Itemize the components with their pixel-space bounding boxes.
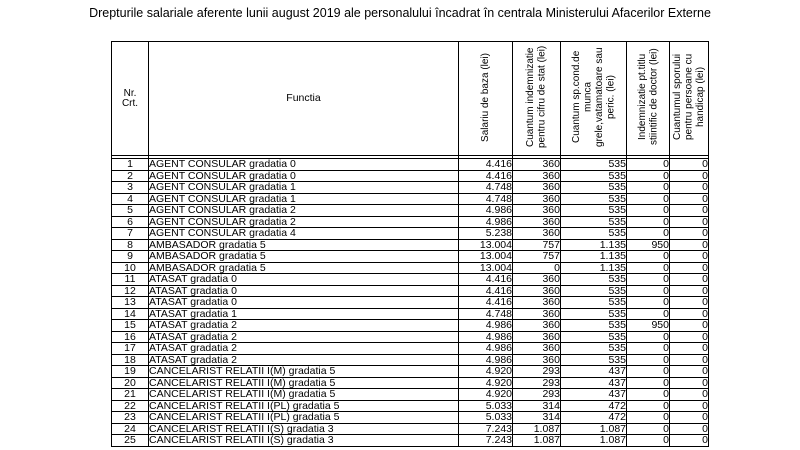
nr-cell: 24 — [112, 423, 149, 435]
handicap-cell: 0 — [670, 170, 709, 182]
salariu-cell: 4.416 — [459, 170, 513, 182]
indemnizatie-cell: 360 — [513, 216, 561, 228]
sporuri-cell: 472 — [561, 412, 627, 424]
table-row — [112, 400, 709, 412]
nr-cell: 6 — [112, 216, 149, 228]
page-title: Drepturile salariale aferente lunii august 2019 ale personalului încadrat în centrala Ministerului Afacerilor Externe — [89, 6, 711, 20]
doctor-cell: 950 — [627, 320, 670, 332]
sporuri-cell: 535 — [561, 308, 627, 320]
doctor-cell: 0 — [627, 435, 670, 447]
nr-cell: 2 — [112, 170, 149, 182]
functia-cell: ATASAT gradatia 2 — [149, 331, 459, 343]
functia-cell: CANCELARIST RELATII I(S) gradatia 3 — [149, 435, 459, 447]
doctor-cell: 0 — [627, 170, 670, 182]
sporuri-cell: 1.135 — [561, 251, 627, 263]
salariu-cell: 7.243 — [459, 435, 513, 447]
header-doctor-label: Indemnizatie pt.titlu stiintific de doctor (lei) — [636, 48, 659, 146]
handicap-cell: 0 — [670, 193, 709, 205]
nr-cell: 15 — [112, 320, 149, 332]
doctor-cell: 0 — [627, 262, 670, 274]
header-salariu-label: Salariu de baza (lei) — [479, 52, 491, 142]
nr-cell: 21 — [112, 389, 149, 401]
handicap-cell: 0 — [670, 400, 709, 412]
nr-cell: 20 — [112, 377, 149, 389]
nr-cell: 23 — [112, 412, 149, 424]
indemnizatie-cell: 360 — [513, 354, 561, 366]
indemnizatie-cell: 314 — [513, 412, 561, 424]
sporuri-cell: 535 — [561, 285, 627, 297]
indemnizatie-cell: 293 — [513, 366, 561, 378]
nr-cell: 9 — [112, 251, 149, 263]
handicap-cell: 0 — [670, 262, 709, 274]
functia-cell: AGENT CONSULAR gradatia 0 — [149, 170, 459, 182]
salariu-cell: 13.004 — [459, 239, 513, 251]
handicap-cell: 0 — [670, 343, 709, 355]
doctor-cell: 0 — [627, 193, 670, 205]
indemnizatie-cell: 360 — [513, 308, 561, 320]
sporuri-cell: 1.135 — [561, 239, 627, 251]
salariu-cell: 4.986 — [459, 331, 513, 343]
nr-cell: 10 — [112, 262, 149, 274]
handicap-cell: 0 — [670, 239, 709, 251]
salariu-cell: 7.243 — [459, 423, 513, 435]
doctor-cell: 0 — [627, 354, 670, 366]
doctor-cell: 0 — [627, 274, 670, 286]
table-row — [112, 216, 709, 228]
sporuri-cell: 535 — [561, 274, 627, 286]
sporuri-cell: 535 — [561, 228, 627, 240]
indemnizatie-cell: 360 — [513, 285, 561, 297]
table-row — [112, 331, 709, 343]
salariu-cell: 4.748 — [459, 193, 513, 205]
handicap-cell: 0 — [670, 377, 709, 389]
functia-cell: ATASAT gradatia 2 — [149, 320, 459, 332]
handicap-cell: 0 — [670, 366, 709, 378]
doctor-cell: 0 — [627, 366, 670, 378]
handicap-cell: 0 — [670, 308, 709, 320]
doctor-cell: 0 — [627, 159, 670, 171]
handicap-cell: 0 — [670, 354, 709, 366]
doctor-cell: 0 — [627, 297, 670, 309]
nr-cell: 11 — [112, 274, 149, 286]
indemnizatie-cell: 314 — [513, 400, 561, 412]
table-row — [112, 389, 709, 401]
nr-cell: 18 — [112, 354, 149, 366]
sporuri-cell: 535 — [561, 320, 627, 332]
functia-cell: ATASAT gradatia 0 — [149, 274, 459, 286]
salariu-cell: 4.986 — [459, 216, 513, 228]
indemnizatie-cell: 360 — [513, 193, 561, 205]
nr-cell: 4 — [112, 193, 149, 205]
table-row — [112, 159, 709, 171]
functia-cell: AMBASADOR gradatia 5 — [149, 239, 459, 251]
indemnizatie-cell: 360 — [513, 182, 561, 194]
salariu-cell: 4.748 — [459, 182, 513, 194]
nr-cell: 14 — [112, 308, 149, 320]
doctor-cell: 950 — [627, 239, 670, 251]
handicap-cell: 0 — [670, 251, 709, 263]
sporuri-cell: 1.087 — [561, 435, 627, 447]
table-row — [112, 285, 709, 297]
sporuri-cell: 535 — [561, 193, 627, 205]
table-row — [112, 435, 709, 447]
indemnizatie-cell: 1.087 — [513, 423, 561, 435]
header-indemnizatie — [513, 42, 561, 156]
doctor-cell: 0 — [627, 423, 670, 435]
doctor-cell: 0 — [627, 377, 670, 389]
functia-cell: ATASAT gradatia 0 — [149, 285, 459, 297]
doctor-cell: 0 — [627, 205, 670, 217]
doctor-cell: 0 — [627, 182, 670, 194]
indemnizatie-cell: 360 — [513, 170, 561, 182]
functia-cell: AGENT CONSULAR gradatia 1 — [149, 193, 459, 205]
salariu-cell: 13.004 — [459, 262, 513, 274]
functia-cell: AGENT CONSULAR gradatia 2 — [149, 216, 459, 228]
handicap-cell: 0 — [670, 159, 709, 171]
nr-cell: 8 — [112, 239, 149, 251]
nr-cell: 5 — [112, 205, 149, 217]
doctor-cell: 0 — [627, 308, 670, 320]
functia-cell: AMBASADOR gradatia 5 — [149, 251, 459, 263]
indemnizatie-cell: 757 — [513, 251, 561, 263]
header-sporuri-label: Cuantum sp.cond.de munca grele,vatamatoare sau peric. (lei) — [570, 47, 616, 148]
functia-cell: CANCELARIST RELATII I(M) gradatia 5 — [149, 389, 459, 401]
table-body — [112, 156, 709, 447]
doctor-cell: 0 — [627, 251, 670, 263]
header-sporuri — [561, 42, 627, 156]
table-row — [112, 366, 709, 378]
handicap-cell: 0 — [670, 205, 709, 217]
table-row — [112, 412, 709, 424]
table-row — [112, 423, 709, 435]
table-row — [112, 170, 709, 182]
table-row — [112, 297, 709, 309]
functia-cell: AGENT CONSULAR gradatia 2 — [149, 205, 459, 217]
functia-cell: ATASAT gradatia 1 — [149, 308, 459, 320]
table-row — [112, 205, 709, 217]
doctor-cell: 0 — [627, 400, 670, 412]
salariu-cell: 5.238 — [459, 228, 513, 240]
nr-cell: 25 — [112, 435, 149, 447]
doctor-cell: 0 — [627, 343, 670, 355]
salariu-cell: 4.986 — [459, 343, 513, 355]
indemnizatie-cell: 1.087 — [513, 435, 561, 447]
handicap-cell: 0 — [670, 285, 709, 297]
functia-cell: AGENT CONSULAR gradatia 4 — [149, 228, 459, 240]
handicap-cell: 0 — [670, 389, 709, 401]
indemnizatie-cell: 360 — [513, 343, 561, 355]
handicap-cell: 0 — [670, 182, 709, 194]
salariu-cell: 4.920 — [459, 366, 513, 378]
salariu-cell: 4.920 — [459, 377, 513, 389]
salariu-cell: 4.416 — [459, 274, 513, 286]
functia-cell: CANCELARIST RELATII I(PL) gradatia 5 — [149, 400, 459, 412]
table-row — [112, 262, 709, 274]
doctor-cell: 0 — [627, 285, 670, 297]
doctor-cell: 0 — [627, 389, 670, 401]
nr-cell: 19 — [112, 366, 149, 378]
indemnizatie-cell: 293 — [513, 389, 561, 401]
functia-cell: ATASAT gradatia 2 — [149, 343, 459, 355]
doctor-cell: 0 — [627, 412, 670, 424]
handicap-cell: 0 — [670, 412, 709, 424]
table-header-row — [112, 42, 709, 156]
header-handicap-label: Cuantumul sporului pentru persoane cu handicap (lei) — [671, 54, 706, 141]
salariu-cell: 4.986 — [459, 320, 513, 332]
header-functia — [149, 42, 459, 156]
functia-cell: AGENT CONSULAR gradatia 1 — [149, 182, 459, 194]
header-indemnizatie-label: Cuantum indemnizatie pentru cifru de stat (lei) — [525, 46, 548, 149]
table-row — [112, 377, 709, 389]
nr-cell: 22 — [112, 400, 149, 412]
sporuri-cell: 535 — [561, 216, 627, 228]
functia-cell: CANCELARIST RELATII I(S) gradatia 3 — [149, 423, 459, 435]
handicap-cell: 0 — [670, 216, 709, 228]
sporuri-cell: 535 — [561, 159, 627, 171]
indemnizatie-cell: 757 — [513, 239, 561, 251]
handicap-cell: 0 — [670, 423, 709, 435]
nr-cell: 17 — [112, 343, 149, 355]
functia-cell: CANCELARIST RELATII I(M) gradatia 5 — [149, 366, 459, 378]
sporuri-cell: 535 — [561, 331, 627, 343]
sporuri-cell: 1.087 — [561, 423, 627, 435]
salariu-cell: 5.033 — [459, 412, 513, 424]
nr-cell: 16 — [112, 331, 149, 343]
salariu-cell: 4.416 — [459, 285, 513, 297]
table-row — [112, 320, 709, 332]
sporuri-cell: 437 — [561, 389, 627, 401]
nr-cell: 7 — [112, 228, 149, 240]
salariu-cell: 4.920 — [459, 389, 513, 401]
handicap-cell: 0 — [670, 228, 709, 240]
nr-cell: 3 — [112, 182, 149, 194]
sporuri-cell: 535 — [561, 297, 627, 309]
sporuri-cell: 535 — [561, 343, 627, 355]
salariu-cell: 5.033 — [459, 400, 513, 412]
sporuri-cell: 535 — [561, 354, 627, 366]
nr-cell: 13 — [112, 297, 149, 309]
functia-cell: AMBASADOR gradatia 5 — [149, 262, 459, 274]
indemnizatie-cell: 0 — [513, 262, 561, 274]
functia-cell: ATASAT gradatia 2 — [149, 354, 459, 366]
sporuri-cell: 472 — [561, 400, 627, 412]
functia-cell: CANCELARIST RELATII I(M) gradatia 5 — [149, 377, 459, 389]
salariu-cell: 4.986 — [459, 354, 513, 366]
salariu-cell: 4.416 — [459, 159, 513, 171]
sporuri-cell: 437 — [561, 377, 627, 389]
functia-cell: ATASAT gradatia 0 — [149, 297, 459, 309]
salary-table — [111, 41, 709, 447]
table-row — [112, 182, 709, 194]
indemnizatie-cell: 360 — [513, 228, 561, 240]
indemnizatie-cell: 360 — [513, 274, 561, 286]
table-row — [112, 274, 709, 286]
table-row — [112, 354, 709, 366]
header-doctor — [627, 42, 670, 156]
header-nr — [112, 42, 149, 156]
doctor-cell: 0 — [627, 331, 670, 343]
indemnizatie-cell: 360 — [513, 159, 561, 171]
table-row — [112, 193, 709, 205]
doctor-cell: 0 — [627, 228, 670, 240]
salariu-cell: 4.986 — [459, 205, 513, 217]
indemnizatie-cell: 360 — [513, 320, 561, 332]
sporuri-cell: 1.135 — [561, 262, 627, 274]
indemnizatie-cell: 293 — [513, 377, 561, 389]
header-salariu — [459, 42, 513, 156]
salariu-cell: 13.004 — [459, 251, 513, 263]
handicap-cell: 0 — [670, 331, 709, 343]
table-row — [112, 228, 709, 240]
handicap-cell: 0 — [670, 297, 709, 309]
functia-cell: CANCELARIST RELATII I(PL) gradatia 5 — [149, 412, 459, 424]
handicap-cell: 0 — [670, 274, 709, 286]
table-row — [112, 251, 709, 263]
header-nr-label: Nr. Crt. — [121, 87, 139, 109]
table-row — [112, 239, 709, 251]
handicap-cell: 0 — [670, 435, 709, 447]
header-functia-label: Functia — [286, 92, 321, 105]
indemnizatie-cell: 360 — [513, 205, 561, 217]
salariu-cell: 4.748 — [459, 308, 513, 320]
handicap-cell: 0 — [670, 320, 709, 332]
sporuri-cell: 535 — [561, 205, 627, 217]
sporuri-cell: 437 — [561, 366, 627, 378]
salariu-cell: 4.416 — [459, 297, 513, 309]
header-handicap — [670, 42, 709, 156]
sporuri-cell: 535 — [561, 182, 627, 194]
doctor-cell: 0 — [627, 216, 670, 228]
nr-cell: 1 — [112, 159, 149, 171]
sporuri-cell: 535 — [561, 170, 627, 182]
indemnizatie-cell: 360 — [513, 331, 561, 343]
table-row — [112, 308, 709, 320]
functia-cell: AGENT CONSULAR gradatia 0 — [149, 159, 459, 171]
indemnizatie-cell: 360 — [513, 297, 561, 309]
table-row — [112, 343, 709, 355]
nr-cell: 12 — [112, 285, 149, 297]
